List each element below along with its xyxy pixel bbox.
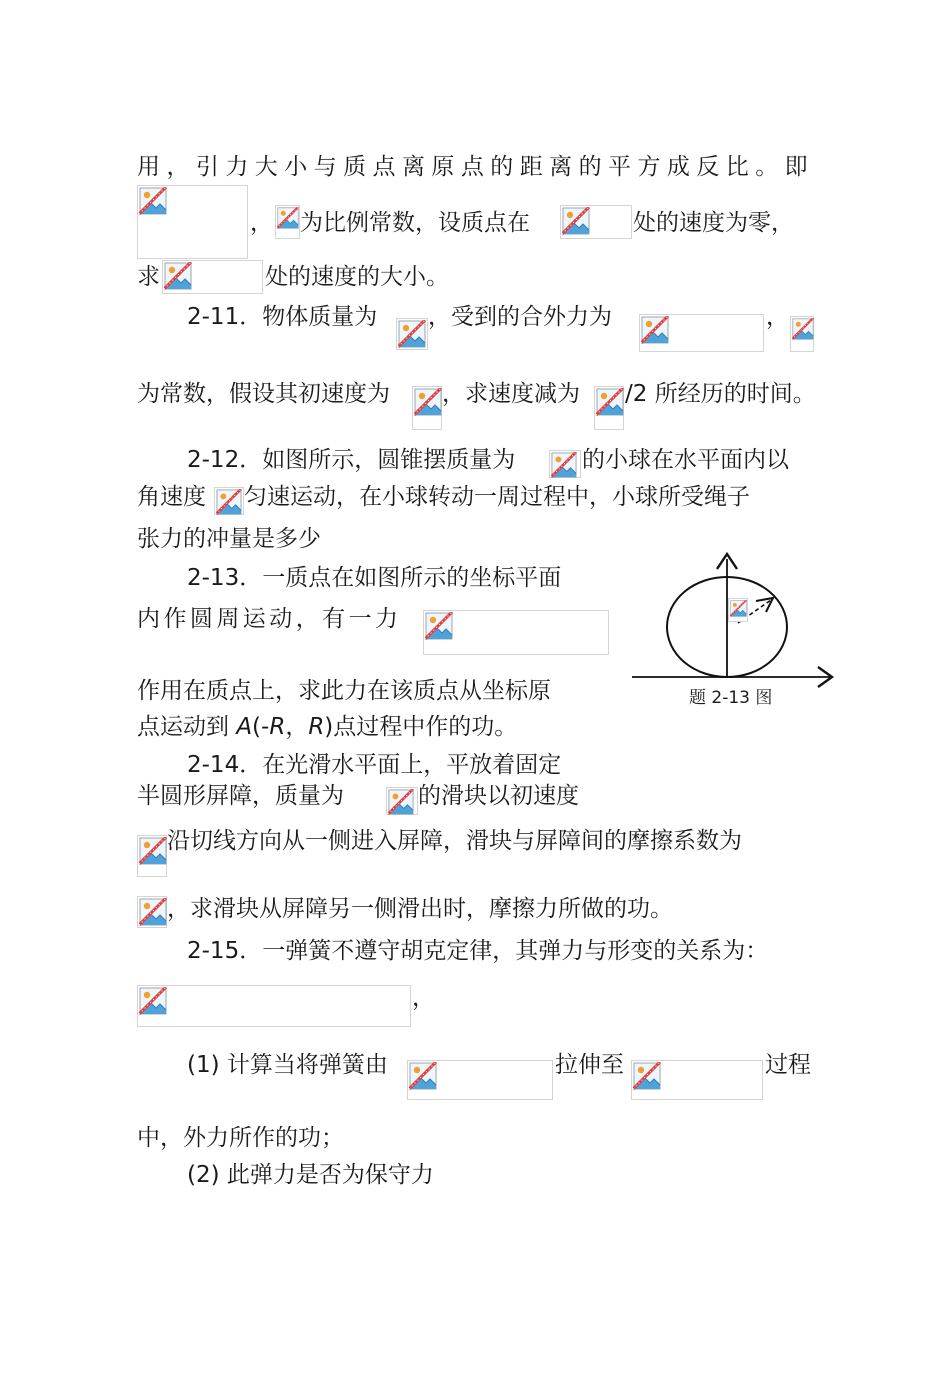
formula-image bbox=[639, 314, 764, 352]
text-fragment: 中，外力所作的功； bbox=[137, 1125, 344, 1151]
text-fragment: 点运动到 bbox=[137, 714, 237, 740]
broken-image-icon bbox=[425, 612, 453, 640]
text-fragment: ， bbox=[250, 210, 273, 236]
figure-caption: 题 2-13 图 bbox=[689, 688, 773, 708]
formula-image bbox=[137, 835, 167, 877]
text-fragment: 2-13．一质点在如图所示的坐标平面 bbox=[187, 565, 562, 591]
formula-image bbox=[412, 386, 442, 430]
broken-image-icon bbox=[277, 207, 299, 229]
formula-image bbox=[790, 316, 814, 352]
text-fragment: 2-14．在光滑水平面上，平放着固定 bbox=[187, 752, 562, 778]
formula-image bbox=[396, 318, 428, 350]
text-fragment: 的小球在水平面内以 bbox=[582, 447, 789, 473]
point-label: A bbox=[236, 714, 253, 740]
figure-vector-image bbox=[728, 598, 748, 622]
text-fragment: )点过程中作的功。 bbox=[324, 714, 518, 740]
text-fragment: 张力的冲量是多少 bbox=[137, 526, 321, 552]
broken-image-icon bbox=[792, 318, 814, 340]
broken-image-icon bbox=[139, 987, 167, 1015]
text-fragment: 作用在质点上，求此力在该质点从坐标原 bbox=[137, 678, 551, 704]
formula-image bbox=[137, 985, 411, 1027]
text-fragment: ， bbox=[285, 714, 309, 740]
formula-image bbox=[162, 260, 263, 294]
broken-image-icon bbox=[730, 600, 747, 617]
formula-image bbox=[423, 610, 609, 655]
formula-image bbox=[594, 386, 624, 430]
variable-label: R bbox=[269, 714, 286, 740]
variable-label: R bbox=[308, 714, 325, 740]
broken-image-icon bbox=[139, 837, 167, 865]
broken-image-icon bbox=[164, 262, 192, 290]
text-fragment: 2-11．物体质量为 bbox=[187, 304, 378, 330]
broken-image-icon bbox=[596, 388, 624, 416]
text-line: 用，引力大小与质点离原点的距离的平方成反比。即 bbox=[137, 154, 815, 180]
text-fragment: 内作圆周运动，有一力 bbox=[137, 606, 402, 632]
text-fragment: ， bbox=[412, 985, 435, 1011]
text-fragment: 为比例常数，设质点在 bbox=[300, 210, 530, 236]
broken-image-icon bbox=[139, 187, 167, 215]
formula-image bbox=[386, 787, 418, 815]
text-fragment: ，求速度减为 bbox=[442, 381, 580, 407]
text-fragment: /2 所经历的时间。 bbox=[625, 381, 816, 407]
text-fragment: 2-12．如图所示，圆锥摆质量为 bbox=[187, 447, 516, 473]
broken-image-icon bbox=[398, 320, 426, 348]
text-line bbox=[137, 712, 517, 742]
broken-image-icon bbox=[414, 388, 442, 416]
formula-image bbox=[214, 487, 244, 515]
text-fragment: (- bbox=[252, 714, 270, 740]
formula-image bbox=[560, 205, 632, 239]
formula-image bbox=[631, 1060, 763, 1100]
text-fragment: 匀速运动，在小球转动一周过程中，小球所受绳子 bbox=[244, 484, 750, 510]
broken-image-icon bbox=[139, 898, 167, 926]
broken-image-icon bbox=[562, 207, 590, 235]
text-fragment: 半圆形屏障，质量为 bbox=[137, 783, 344, 809]
text-fragment: ， bbox=[766, 304, 789, 330]
formula-image bbox=[275, 205, 300, 239]
text-fragment: ，受到的合外力为 bbox=[428, 304, 612, 330]
text-fragment: 过程 bbox=[765, 1052, 811, 1078]
broken-image-icon bbox=[633, 1062, 661, 1090]
broken-image-icon bbox=[388, 789, 414, 815]
text-fragment: 2-15．一弹簧不遵守胡克定律，其弹力与形变的关系为： bbox=[187, 938, 769, 964]
formula-image bbox=[407, 1060, 553, 1100]
formula-image bbox=[549, 450, 581, 478]
broken-image-icon bbox=[551, 452, 577, 478]
text-fragment: ，求滑块从屏障另一侧滑出时，摩擦力所做的功。 bbox=[167, 896, 673, 922]
text-fragment: 沿切线方向从一侧进入屏障，滑块与屏障间的摩擦系数为 bbox=[167, 828, 742, 854]
text-fragment: 处的速度的大小。 bbox=[265, 264, 449, 290]
text-fragment: 的滑块以初速度 bbox=[418, 783, 579, 809]
broken-image-icon bbox=[409, 1062, 437, 1090]
text-fragment: 求 bbox=[137, 264, 160, 290]
text-fragment: (1) 计算当将弹簧由 bbox=[187, 1052, 388, 1078]
text-fragment: 角速度 bbox=[137, 484, 206, 510]
formula-image bbox=[137, 896, 167, 928]
text-fragment: 为常数，假设其初速度为 bbox=[137, 381, 390, 407]
text-fragment: (2) 此弹力是否为保守力 bbox=[187, 1162, 434, 1188]
text-fragment: 拉伸至 bbox=[555, 1052, 624, 1078]
formula-image bbox=[137, 185, 248, 259]
broken-image-icon bbox=[641, 316, 669, 344]
text-fragment: 处的速度为零， bbox=[633, 210, 794, 236]
broken-image-icon bbox=[216, 489, 242, 515]
